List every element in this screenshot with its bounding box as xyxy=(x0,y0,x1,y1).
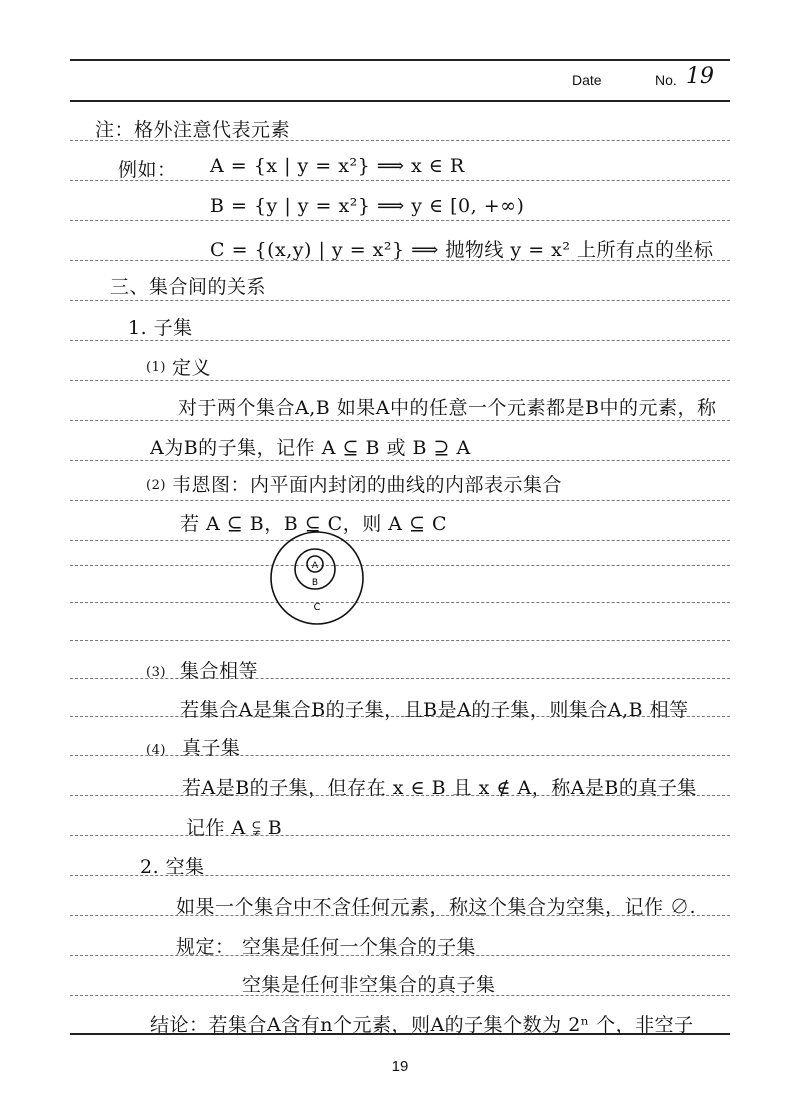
ruled-line xyxy=(70,835,730,836)
empty-set-rule-1: 空集是任何一个集合的子集 xyxy=(242,936,477,958)
ruled-line xyxy=(70,340,730,341)
ruled-line xyxy=(70,220,730,221)
venn-diagram xyxy=(262,523,372,633)
ruled-line xyxy=(70,565,730,566)
page-footer-number: 19 xyxy=(391,1058,409,1075)
venn-label-a: A xyxy=(311,561,319,571)
item-number: (2) xyxy=(146,478,166,493)
header-top-rule xyxy=(70,59,730,61)
ruled-line xyxy=(70,678,730,679)
example-set-a: A = {x | y = x²} ⟹ x ∈ R xyxy=(210,155,465,177)
ruled-line xyxy=(70,540,730,541)
ruled-line xyxy=(70,500,730,501)
section-heading-3: 三、集合间的关系 xyxy=(110,276,267,298)
proper-subset-text: 若A是B的子集，但存在 x ∈ B 且 x ∉ A，称A是B的真子集 xyxy=(182,777,697,799)
page-number-handwritten: 19 xyxy=(686,64,714,89)
subsection-subset: 1. 子集 xyxy=(128,317,193,339)
item-number: (3) xyxy=(146,665,166,680)
definition-heading: 定义 xyxy=(172,357,212,379)
ruled-line xyxy=(70,602,730,603)
ruled-line xyxy=(70,755,730,756)
ruled-line xyxy=(70,300,730,301)
number-label: No. xyxy=(655,72,677,88)
date-label: Date xyxy=(572,72,602,88)
subsection-empty-set: 2. 空集 xyxy=(140,856,205,878)
set-equality-heading: 集合相等 xyxy=(180,660,259,682)
definition-line-1: 对于两个集合A,B 如果A中的任意一个元素都是B中的元素，称 xyxy=(178,397,717,419)
example-label: 例如： xyxy=(118,159,177,181)
set-equality-text: 若集合A是集合B的子集，且B是A的子集，则集合A,B 相等 xyxy=(180,699,689,721)
example-set-b: B = {y | y = x²} ⟹ y ∈ [0, +∞) xyxy=(210,195,525,217)
empty-set-definition: 如果一个集合中不含任何元素，称这个集合为空集，记作 ∅. xyxy=(176,896,697,918)
ruled-line xyxy=(70,640,730,641)
definition-line-2: A为B的子集，记作 A ⊆ B 或 B ⊇ A xyxy=(150,437,471,459)
note-line: 注：格外注意代表元素 xyxy=(95,119,291,141)
conclusion-line: 结论：若集合A含有n个元素，则A的子集个数为 2ⁿ 个，非空子 xyxy=(150,1014,694,1036)
rule-label: 规定： xyxy=(176,936,235,958)
venn-label-c: C xyxy=(313,602,321,613)
venn-label-b: B xyxy=(311,578,319,588)
header-bottom-rule xyxy=(70,100,730,102)
ruled-line xyxy=(70,460,730,461)
ruled-line xyxy=(70,420,730,421)
transitivity-rule: 若 A ⊆ B，B ⊆ C，则 A ⊆ C xyxy=(180,513,448,535)
proper-subset-heading: 真子集 xyxy=(182,737,241,759)
example-set-c: C = {(x,y) | y = x²} ⟹ 抛物线 y = x² 上所有点的坐标 xyxy=(210,239,714,261)
item-number: (1) xyxy=(146,360,166,375)
proper-subset-notation: 记作 A ⫋ B xyxy=(186,817,283,839)
item-number: (4) xyxy=(146,743,166,758)
empty-set-rule-2: 空集是任何非空集合的真子集 xyxy=(242,974,496,996)
venn-heading: 韦恩图：内平面内封闭的曲线的内部表示集合 xyxy=(172,474,563,496)
ruled-line xyxy=(70,380,730,381)
